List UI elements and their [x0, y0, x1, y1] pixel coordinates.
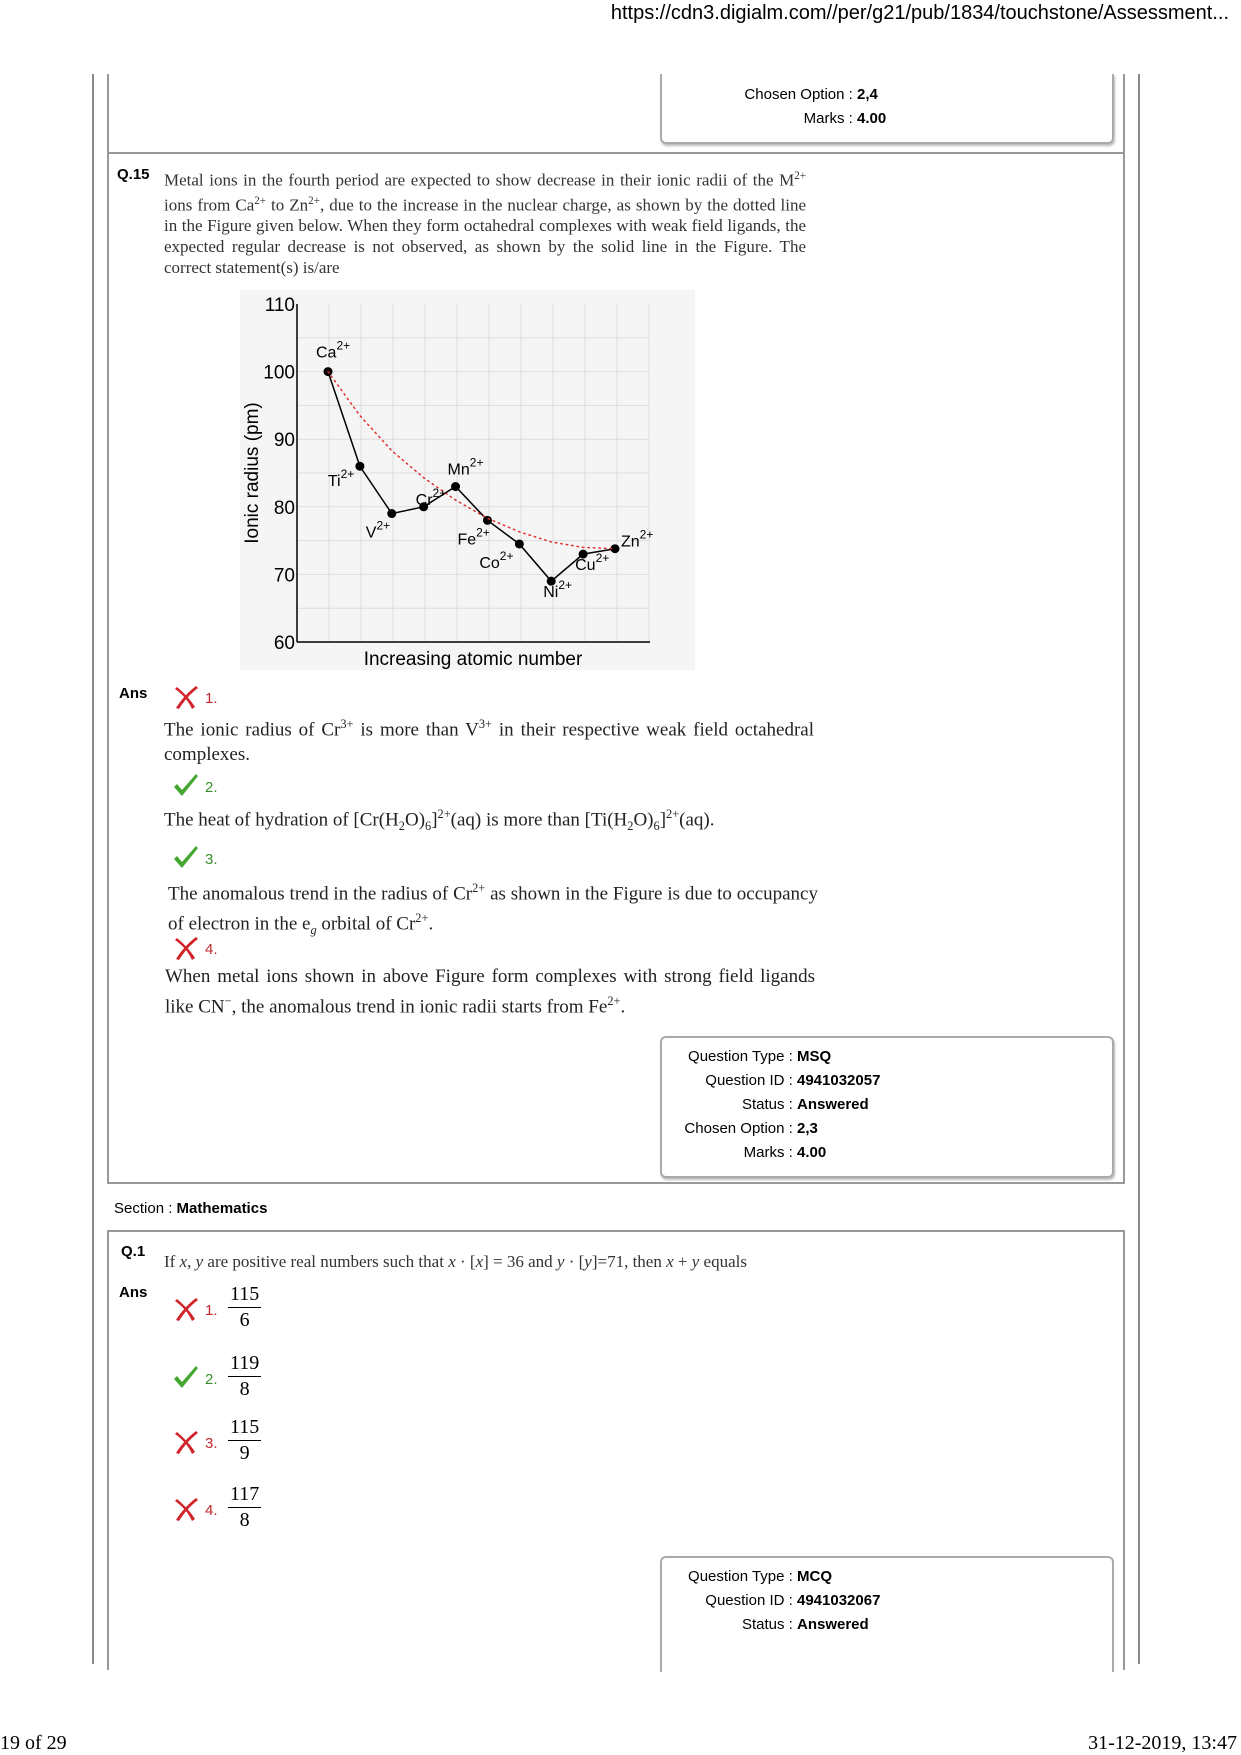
ionic-radius-chart	[240, 290, 695, 670]
cross-icon	[172, 1496, 200, 1527]
section-name: Mathematics	[176, 1200, 268, 1217]
option-fraction	[228, 1416, 261, 1465]
point-label: $Co^{2+}$	[479, 548, 514, 572]
x-axis-label: Increasing atomic number	[363, 649, 583, 670]
fraction-bar	[228, 1507, 261, 1508]
chosen-option-value: 2,4	[857, 86, 878, 103]
section-label-text: Section :	[114, 1200, 177, 1217]
point-label-charge: 2+	[432, 485, 447, 500]
fraction-numerator: 115	[230, 1283, 260, 1305]
point-label-charge: 2+	[595, 551, 610, 566]
point-label-charge: 2+	[376, 518, 391, 533]
question-type-value: MCQ	[797, 1568, 832, 1585]
chosen-option-label: Chosen Option :	[744, 86, 857, 103]
data-point	[355, 462, 364, 471]
prev-info-box	[660, 74, 1114, 144]
fraction-numerator: 115	[230, 1416, 260, 1438]
right-rail	[1138, 74, 1140, 1664]
point-label-charge: 2+	[558, 578, 573, 593]
marks-value: 4.00	[857, 110, 887, 127]
point-label-charge: 2+	[499, 548, 514, 563]
option-number: 2.	[205, 1371, 218, 1388]
point-label: $Ni^{2+}$	[543, 578, 573, 602]
point-label-charge: 2+	[336, 338, 351, 353]
option-fraction	[228, 1352, 261, 1401]
status-label: Status :	[741, 1096, 797, 1113]
page-url: https://cdn3.digialm.com//per/g21/pub/1834/touchstone/Assessment...	[610, 2, 1229, 24]
option-text: The anomalous trend in the radius of $Cr^{2+}$ as shown in the Figure is due to occupancy of electron in the $e_g$ orbital of $Cr^{2+}$.	[168, 881, 818, 938]
option-number: 2.	[205, 779, 218, 796]
section-label	[114, 1200, 267, 1217]
fraction-denominator: 8	[239, 1378, 250, 1400]
question-number: Q.1	[121, 1243, 146, 1260]
option-text: The heat of hydration of $[Cr(H_2O)_6]^{2+}(aq)$ is more than $[Ti(H_2O)_6]^{2+}(aq)$.	[164, 807, 715, 834]
fraction-numerator: 117	[230, 1483, 260, 1505]
question-type-label: Question Type :	[688, 1048, 797, 1065]
y-tick-label: 110	[264, 295, 295, 316]
point-label: $Zn^{2+}$	[621, 527, 654, 551]
y-tick-label: 90	[273, 430, 295, 452]
fraction-denominator: 6	[239, 1309, 250, 1331]
option-fraction	[228, 1483, 261, 1532]
point-label-charge: 2+	[469, 455, 484, 470]
fraction-bar	[228, 1440, 261, 1441]
solid-radius-line	[328, 372, 615, 582]
status-value: Answered	[797, 1096, 869, 1113]
option-text: When metal ions shown in above Figure form complexes with strong field ligands like CN−, the anomalous trend in ionic radii starts from $Fe^{2+}$.	[165, 966, 815, 1018]
left-rail	[92, 74, 94, 1664]
question-id-value: 4941032067	[797, 1592, 881, 1609]
cross-icon	[172, 935, 200, 966]
answer-label: Ans	[119, 1284, 148, 1301]
fraction-numerator: 119	[230, 1352, 260, 1374]
check-icon	[172, 1365, 200, 1396]
y-tick-label: 100	[263, 362, 295, 384]
y-tick-label: 70	[273, 565, 295, 587]
data-point	[387, 509, 396, 518]
fraction-bar	[228, 1376, 261, 1377]
point-label-charge: 2+	[476, 525, 490, 540]
question-text: If x, y are positive real numbers such that x · [x] = 36 and y · [y]=71, then x + y equals	[164, 1252, 747, 1271]
option-number: 3.	[205, 851, 218, 868]
point-label-charge: 2+	[639, 527, 654, 542]
chosen-option-value: 2,3	[797, 1120, 818, 1137]
data-point	[451, 482, 460, 491]
point-label: $Ca^{2+}$	[316, 338, 351, 362]
marks-label: Marks :	[803, 110, 857, 127]
question-1-info-box	[660, 1556, 1114, 1672]
status-value: Answered	[797, 1616, 869, 1633]
status-label: Status :	[741, 1616, 797, 1633]
fraction-denominator: 9	[239, 1442, 250, 1464]
check-icon	[172, 845, 200, 876]
option-number: 4.	[205, 941, 218, 958]
question-text: Metal ions in the fourth period are expected to show decrease in their ionic radii of the $M^{2+}$ ions from $Ca^{2+}$ to $Zn^{2+}$, due to the increase in the nuclear charge, as shown by the dotted line in the Figure given below. When they form octahedral complexes with weak field ligands, the expected regular decrease is not observed, as shown by the solid line in the Figure. The correct statement(s) is/are	[164, 170, 807, 278]
fraction-denominator: 8	[239, 1509, 250, 1531]
option-number: 4.	[205, 1502, 218, 1519]
chart-svg	[240, 290, 695, 670]
data-point	[515, 539, 524, 548]
option-text: The ionic radius of $Cr^{3+}$ is more than $V^{3+}$ in their respective weak field octahedral complexes.	[164, 717, 814, 766]
question-number: Q.15	[117, 166, 150, 183]
question-id-value: 4941032057	[797, 1072, 881, 1089]
question-type-value: MSQ	[797, 1048, 832, 1065]
question-15-info-box	[660, 1036, 1114, 1178]
point-label: $Cr^{2+}$	[415, 485, 447, 509]
chosen-option-label: Chosen Option :	[684, 1120, 797, 1137]
option-number: 1.	[205, 1302, 218, 1319]
point-label: $Cu^{2+}$	[575, 551, 610, 575]
cross-icon	[172, 1296, 200, 1327]
question-id-label: Question ID :	[705, 1592, 797, 1609]
page-number: 19 of 29	[0, 1732, 67, 1754]
option-number: 1.	[205, 690, 218, 707]
print-datetime: 31-12-2019, 13:47	[1088, 1732, 1237, 1754]
answer-label: Ans	[119, 685, 148, 702]
point-label-charge: 2+	[340, 467, 355, 482]
marks-label: Marks :	[743, 1144, 797, 1161]
cross-icon	[172, 684, 200, 715]
option-fraction	[228, 1283, 261, 1332]
point-label: $V^{2+}$	[365, 518, 391, 542]
point-label: $Fe^{2+}$	[457, 525, 490, 549]
check-icon	[172, 773, 200, 804]
y-tick-label: 80	[273, 497, 295, 519]
fraction-bar	[228, 1307, 261, 1308]
point-label: $Ti^{2+}$	[327, 467, 355, 491]
y-tick-label: 60	[273, 633, 295, 654]
point-label: $Mn^{2+}$	[447, 455, 484, 479]
y-axis-label: Ionic radius (pm)	[242, 402, 263, 544]
marks-value: 4.00	[797, 1144, 827, 1161]
question-id-label: Question ID :	[705, 1072, 797, 1089]
question-type-label: Question Type :	[688, 1568, 797, 1585]
option-number: 3.	[205, 1435, 218, 1452]
cross-icon	[172, 1429, 200, 1460]
